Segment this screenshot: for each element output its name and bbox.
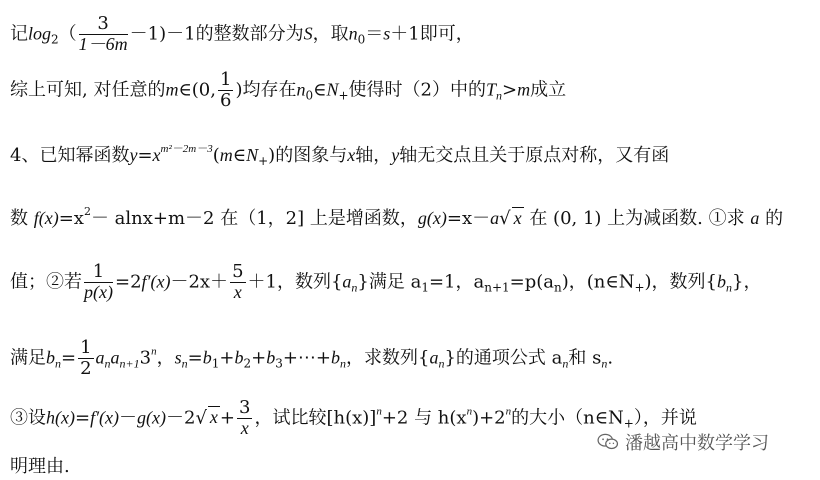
line-8: 明理由. <box>10 456 70 477</box>
watermark-text: 潘越高中数学学习 <box>625 433 769 454</box>
line-3: 4、已知幂函数$y=x^{m^2-2m-3}(m\in N_+)$的图象与x轴，y轴无交点且关于原点对称，又有函 <box>10 143 670 168</box>
line-5: 值；②若 $\frac{1}{p(x)}$ =2f′(x)－2x＋ $\frac{5}{x}$ ＋1，数列$\{a_n\}$满足 $a_1=1$，$a_{n+1}=p(a_n)$，$(n\in N_+)$，数列$\{b_n\}$， <box>10 261 762 302</box>
line-2: 综上可知, 对任意的m∈(0, $\frac{1}{6}$ )均存在$n_0\in N_+$使得时（2）中的$T_n>m$成立 <box>10 69 567 111</box>
fraction: $\frac{5}{x}$ <box>232 261 244 302</box>
watermark <box>597 429 769 455</box>
line-4: 数 $f(x)=x^2- alnx+m-2$ 在（1，2] 上是增函数，g(x)=x－a√ x 在 (0, 1) 上为减函数. ①求 a 的 <box>10 205 784 229</box>
fraction: $\frac{1}{p(x)}$ <box>84 261 113 302</box>
sqrt-symbol: √ <box>195 407 207 429</box>
sqrt-symbol: √ <box>499 208 511 229</box>
fraction: $\frac{1}{6}$ <box>219 69 232 111</box>
fraction: $\frac{3}{x}$ <box>239 397 251 438</box>
line-1: 记$\log_2$（ $\frac{3}{1-6m}$ －1)－1的整数部分为S，取$n_0=s+1$即可， <box>10 13 474 54</box>
wechat-icon <box>597 433 619 451</box>
fraction: $\frac{3}{1-6m}$ <box>78 13 128 54</box>
line-6: 满足$b_n=$ $\frac{1}{2}$ $a_na_{n+1}3^n$，$s_n=b_1+b_2+b_3+\cdots+b_n$，求数列$\{a_n\}$的通项公式 $a_n$和 $s_n$. <box>10 337 614 379</box>
line-7: ③设h(x)=f′(x)－g(x)－2√ x + $\frac{3}{x}$ ，试比较$[h(x)]^n+2$ 与 $h(x^n)+2^n$的大小$(n\in N_+)$，并说 <box>10 397 697 438</box>
fraction: $\frac{1}{2}$ <box>80 337 92 379</box>
